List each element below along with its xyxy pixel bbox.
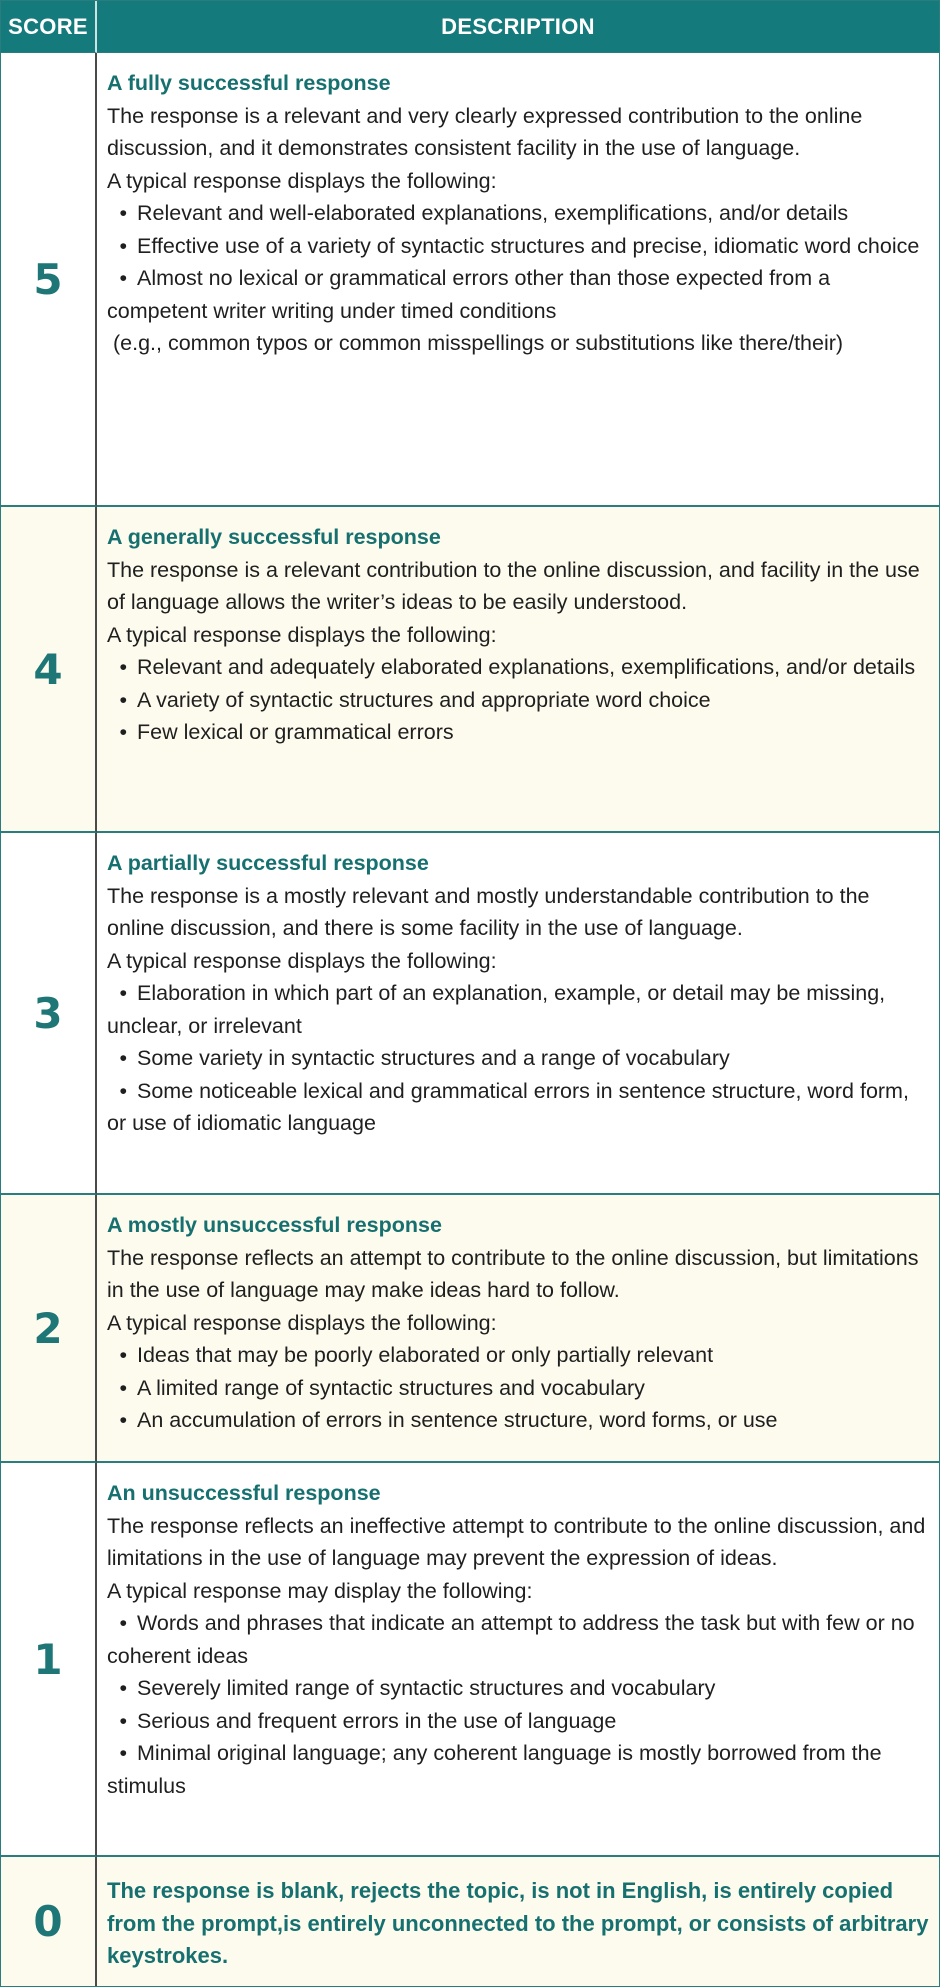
description-score-4	[97, 507, 939, 833]
score-2: 2	[1, 1195, 97, 1463]
description-score-0	[97, 1857, 939, 1986]
bullet-item: • Some variety in syntactic structures and a range of vocabulary	[119, 1046, 730, 1070]
row-intro: A typical response displays the following:	[107, 622, 497, 647]
bullet-item: • Almost no lexical or grammatical errors other than those expected from a competent writer writing under timed conditions	[107, 266, 831, 323]
bullet-item: • An accumulation of errors in sentence structure, word forms, or use	[119, 1408, 778, 1432]
row-note: (e.g., common typos or common misspellings or substitutions like there/their)	[107, 331, 844, 355]
row-summary: The response is a relevant and very clearly expressed contribution to the online discussion, and it demonstrates consistent facility in the use of language.	[107, 103, 863, 160]
description-column-header: DESCRIPTION	[97, 1, 939, 53]
row-heading: A partially successful response	[107, 851, 429, 875]
row-summary: The response is a relevant contribution to the online discussion, and facility in the use of language allows the writer’s ideas to be easily understood.	[107, 557, 920, 614]
score-3: 3	[1, 833, 97, 1195]
score-5: 5	[1, 53, 97, 507]
bullet-item: • Some noticeable lexical and grammatical errors in sentence structure, word form, or use of idiomatic language	[107, 1078, 909, 1135]
row-intro: A typical response may display the following:	[107, 1578, 533, 1603]
description-score-5	[97, 53, 939, 507]
row-summary: The response reflects an attempt to contribute to the online discussion, but limitations in the use of language may make ideas hard to follow.	[107, 1245, 919, 1302]
bullet-item: • Relevant and well-elaborated explanations, exemplifications, and/or details	[119, 201, 849, 225]
bullet-item: • Effective use of a variety of syntactic structures and precise, idiomatic word choice	[119, 233, 920, 258]
bullet-item: • Severely limited range of syntactic structures and vocabulary	[119, 1676, 716, 1700]
score-0: 0	[1, 1857, 97, 1986]
bullet-item: • Few lexical or grammatical errors	[119, 720, 454, 744]
row-zero-text: The response is blank, rejects the topic, is not in English, is entirely copied from the prompt,is entirely unconnected to the prompt, or consists of arbitrary keystrokes.	[107, 1878, 929, 1968]
row-heading: A fully successful response	[107, 71, 391, 95]
row-heading: A generally successful response	[107, 525, 441, 549]
row-heading: A mostly unsuccessful response	[107, 1213, 442, 1237]
bullet-item: • A limited range of syntactic structures and vocabulary	[119, 1375, 645, 1400]
score-column-header: SCORE	[1, 1, 97, 53]
row-heading: An unsuccessful response	[107, 1481, 381, 1505]
score-1: 1	[1, 1463, 97, 1857]
row-intro: A typical response displays the following:	[107, 1310, 497, 1335]
description-score-1	[97, 1463, 939, 1857]
score-4: 4	[1, 507, 97, 833]
bullet-item: • Minimal original language; any coherent language is mostly borrowed from the stimulus	[107, 1741, 882, 1798]
bullet-item: • Relevant and adequately elaborated explanations, exemplifications, and/or details	[119, 655, 916, 679]
row-intro: A typical response displays the following:	[107, 168, 497, 193]
row-intro: A typical response displays the following:	[107, 948, 497, 973]
row-summary: The response reflects an ineffective attempt to contribute to the online discussion, and limitations in the use of language may prevent the expression of ideas.	[107, 1513, 926, 1570]
bullet-item: • Elaboration in which part of an explanation, example, or detail may be missing, unclear, or irrelevant	[107, 981, 886, 1038]
description-score-2	[97, 1195, 939, 1463]
bullet-item: • Words and phrases that indicate an attempt to address the task but with few or no coherent ideas	[107, 1611, 915, 1668]
description-score-3	[97, 833, 939, 1195]
bullet-item: • A variety of syntactic structures and appropriate word choice	[119, 687, 711, 712]
row-summary: The response is a mostly relevant and mostly understandable contribution to the online discussion, and there is some facility in the use of language.	[107, 883, 870, 940]
bullet-item: • Serious and frequent errors in the use of language	[119, 1708, 617, 1733]
bullet-item: • Ideas that may be poorly elaborated or only partially relevant	[119, 1343, 714, 1367]
